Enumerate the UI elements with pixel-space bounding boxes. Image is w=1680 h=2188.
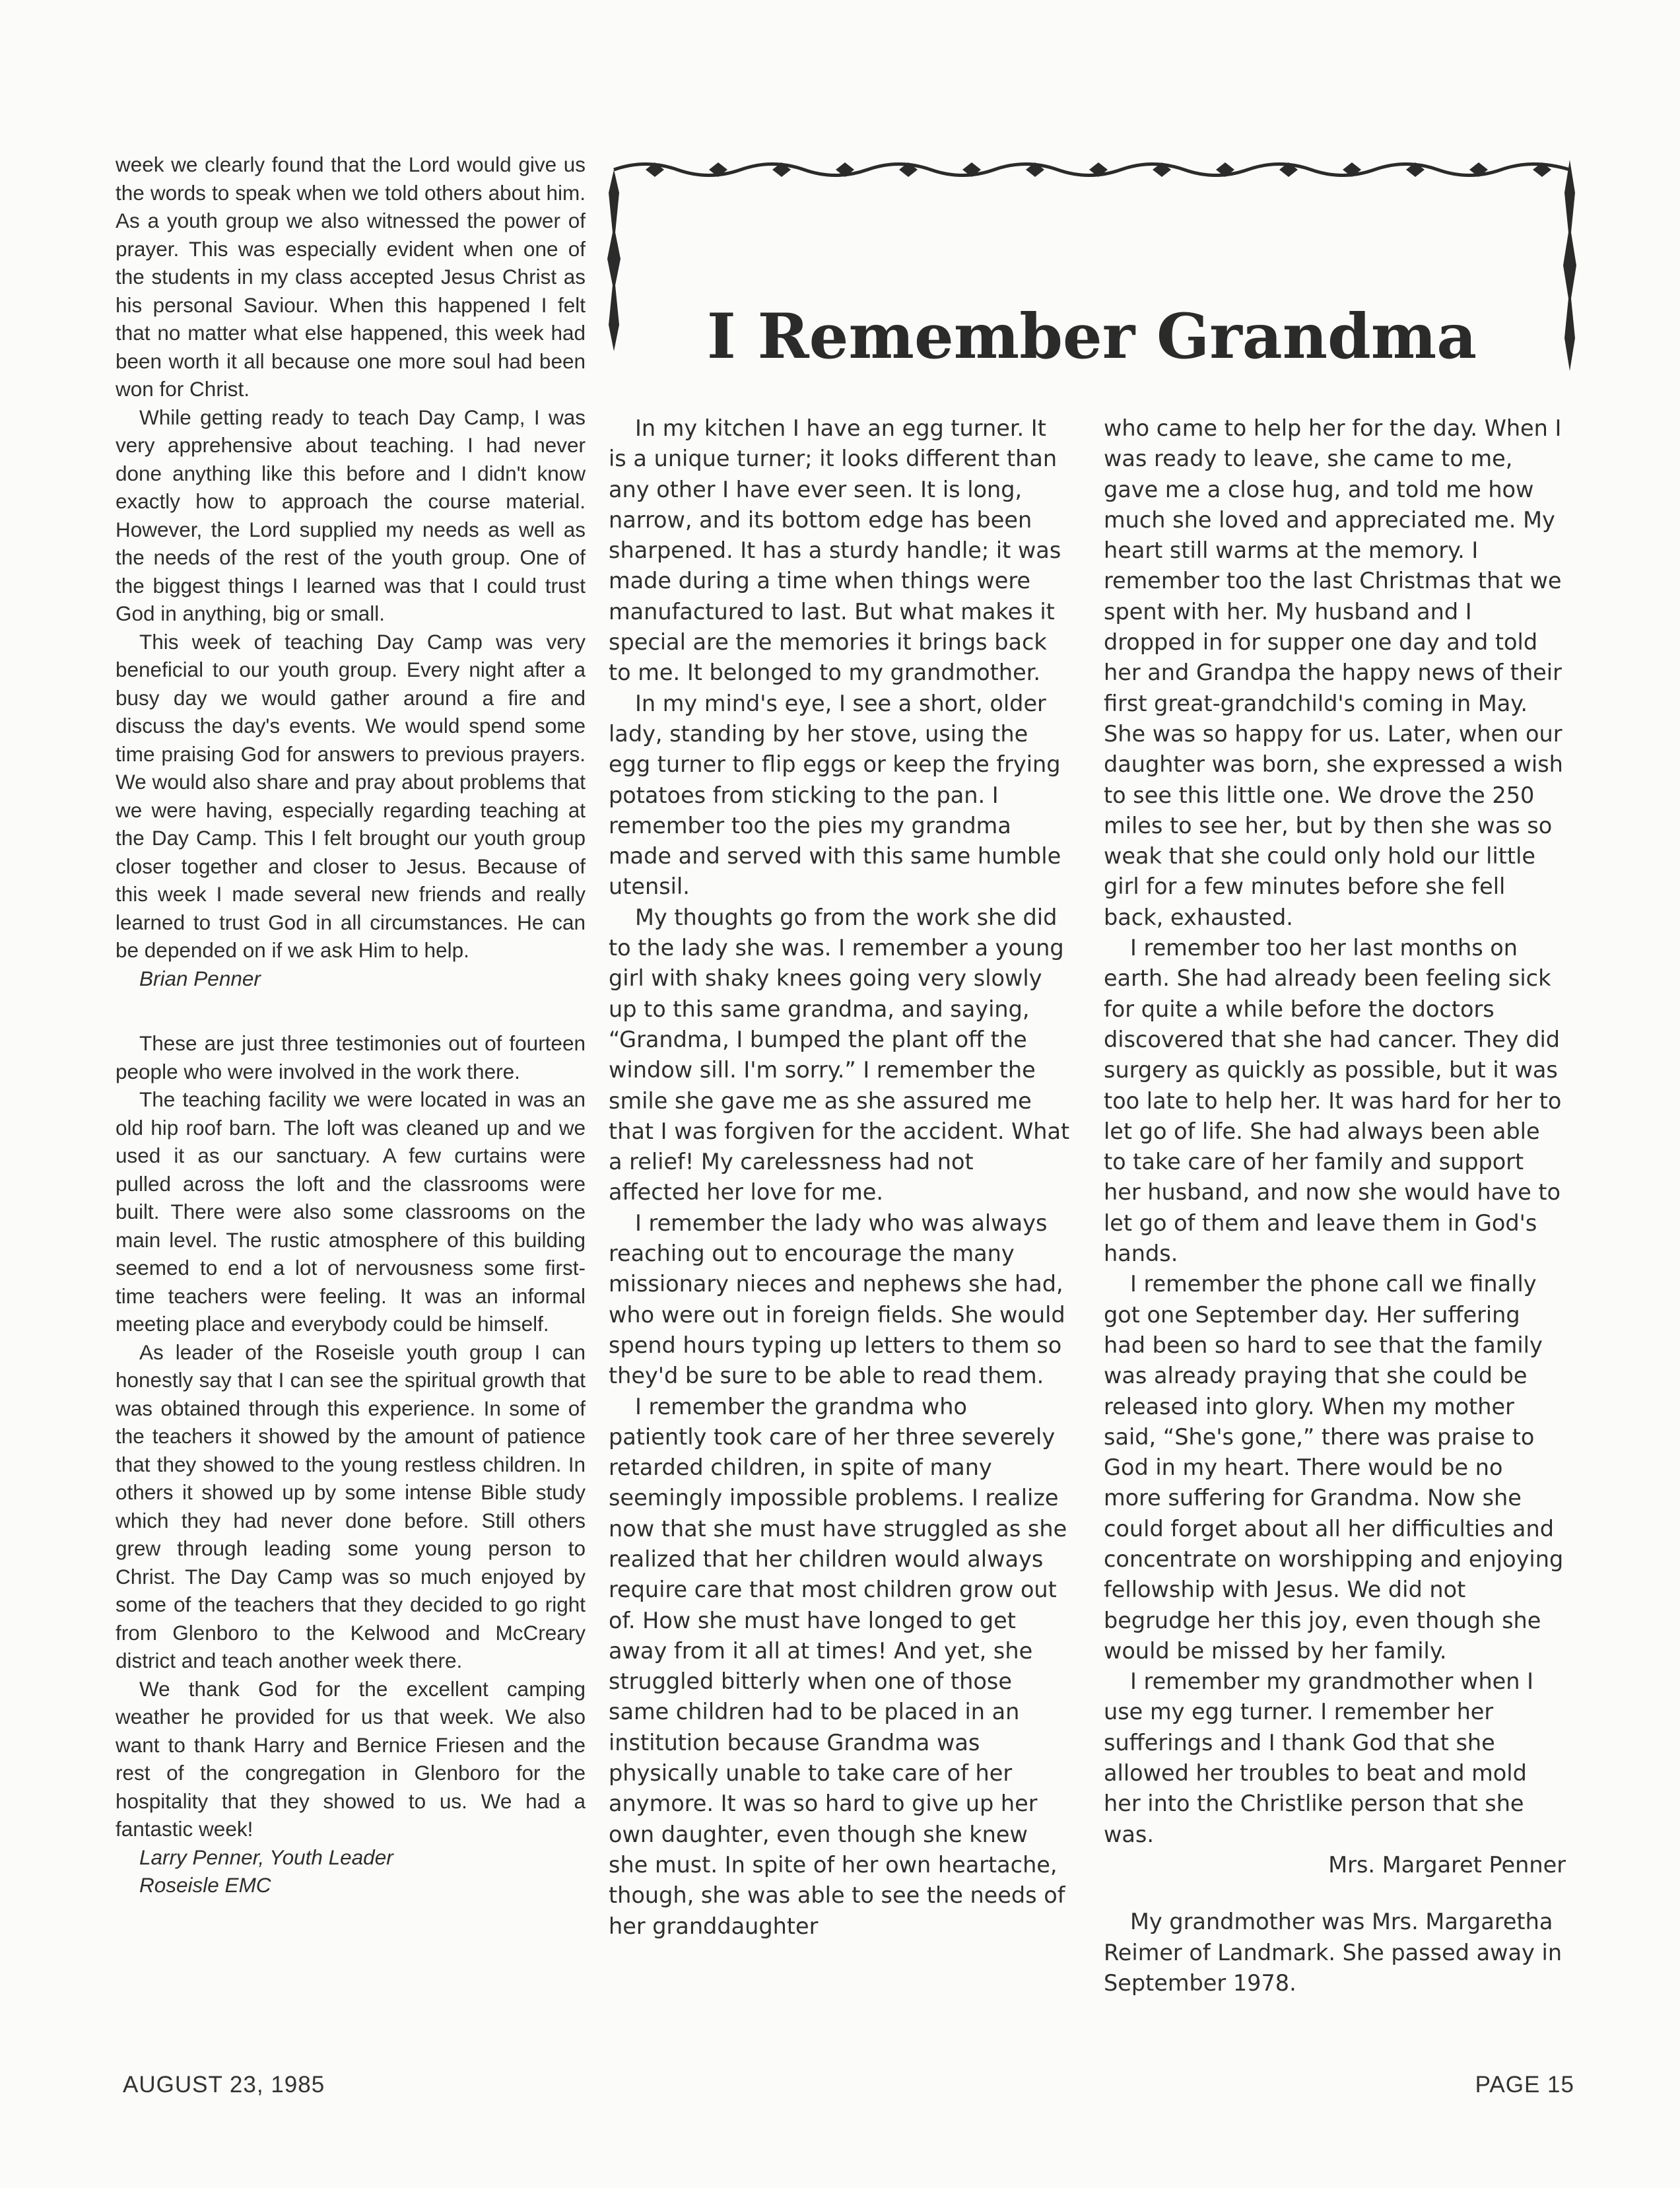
paragraph: week we clearly found that the Lord would give us the words to speak when we told others about him. As a youth group we also witnessed the power of prayer. This was especially evident when one of the students in my class accepted Jesus Christ as his personal Saviour. When this happened I felt that no matter what else happened, this week had been worth it all because one more soul had been won for Christ. [116, 153, 586, 401]
paragraph: I remember the phone call we finally got one September day. Her suffering had been so hard to see that the family was already praying that she could be released into glory. When my mother said, “She's gone,” there was praise to God in my heart. There would be no more suffering for Grandma. Now she could forget about all her difficulties and concentrate on worshipping and enjoying fellowship with Jesus. We did not begrudge her this joy, even though she would be missed by her family. [1104, 1271, 1564, 1664]
left-column [116, 151, 586, 1899]
signature-brian-penner: Brian Penner [139, 966, 261, 990]
paragraph: This week of teaching Day Camp was very beneficial to our youth group. Every night after a busy day we would gather around a fire and discuss the day's events. We would spend some time praising God for answers to previous prayers. We would also share and pray about problems that we were having, especially regarding teaching at the Day Camp. This I felt brought our youth group closer together and closer to Jesus. Because of this week I made several new friends and really learned to trust God in all circumstances. He can be depended on if we ask Him to help. [116, 629, 586, 962]
page-number: PAGE 15 [1475, 2072, 1574, 2098]
signature-larry-penner: Larry Penner, Youth Leader [139, 1845, 393, 1869]
paragraph: I remember my grandmother when I use my egg turner. I remember her sufferings and I thank God that she allowed her troubles to beat and mold her into the Christlike person that she was. [1104, 1668, 1534, 1847]
paragraph: I remember the grandma who patiently took care of her three severely retarded children, in spite of many seemingly impossible problems. I realize now that she must have struggled as she realized that her children would always require care that most children grow out of. How she must have longed to get away from it all at times! And yet, she struggled bitterly when one of those same children had to be placed in an institution because Grandma was physically unable to take care of her anymore. It was so hard to give up her own daughter, even though she knew she must. In spite of her own heartache, though, she was able to see the needs of her granddaughter [609, 1393, 1067, 1939]
paragraph: I remember the lady who was always reaching out to encourage the many missionary nieces and nephews she had, who were out in foreign fields. She would spend hours typing up letters to them so they'd be sure to be able to read them. [609, 1210, 1065, 1389]
right-column [1104, 413, 1566, 1999]
paragraph: These are just three testimonies out of fourteen people who were involved in the work there. [116, 1031, 586, 1083]
middle-column [609, 413, 1071, 1942]
spacer [1104, 1880, 1566, 1907]
paragraph: The teaching facility we were located in was an old hip roof barn. The loft was cleaned up and we used it as our sanctuary. A few curtains were pulled across the loft and the classrooms were built. There were also some classrooms on the main level. The rustic atmosphere of this building seemed to end a lot of nervousness some first-time teachers were feeling. It was an informal meeting place and everybody could be himself. [116, 1087, 586, 1336]
issue-date: AUGUST 23, 1985 [123, 2072, 325, 2098]
paragraph: In my kitchen I have an egg turner. It is a unique turner; it looks different than any other I have ever seen. It is long, narrow, and its bottom edge has been sharpened. It has a sturdy handle; it was made during a time when things were manufactured to last. But what makes it special are the memories it brings back to me. It belonged to my grandmother. [609, 415, 1061, 686]
article-author: Mrs. Margaret Penner [1328, 1851, 1566, 1878]
paragraph: who came to help her for the day. When I was ready to leave, she came to me, gave me a close hug, and told me how much she loved and appreciated me. My heart still warms at the memory. I remember too the last Christmas that we spent with her. My husband and I dropped in for supper one day and told her and Grandpa the happy news of their first great-grandchild's coming in May. She was so happy for us. Later, when our daughter was born, she expressed a wish to see this little one. We drove the 250 miles to see her, but by then she was so weak that she could only hold our little girl for a few minutes before she fell back, exhausted. [1104, 415, 1563, 930]
paragraph: My thoughts go from the work she did to the lady she was. I remember a young girl with shaky knees going very slowly up to this same grandma, and saying, “Grandma, I bumped the plant off the window sill. I'm sorry.” I remember the smile she gave me as she assured me that I was forgiven for the accident. What a relief! My carelessness had not affected her love for me. [609, 904, 1070, 1206]
paragraph: I remember too her last months on earth. She had already been feeling sick for quite a while before the doctors discovered that she had cancer. They did surgery as quickly as possible, but it was too late to help her. It was hard for her to let go of life. She had always been able to take care of her family and support her husband, and now she would have to let go of them and leave them in God's hands. [1104, 935, 1562, 1267]
spacer [116, 992, 586, 1029]
paragraph: In my mind's eye, I see a short, older lady, standing by her stove, using the egg turner to flip eggs or keep the frying potatoes from sticking to the pan. I remember too the pies my grandma made and served with this same humble utensil. [609, 690, 1061, 900]
author-note: My grandmother was Mrs. Margaretha Reimer of Landmark. She passed away in September 1978. [1104, 1909, 1562, 1996]
paragraph: As leader of the Roseisle youth group I can honestly say that I can see the spiritual growth that was obtained through this experience. In some of the teachers it showed by the amount of patience that they showed to the young restless children. In others it showed up by some intense Bible study which they had never done before. Still others grew through leading some young person to Christ. The Day Camp was so much enjoyed by some of the teachers that they decided to go right from Glenboro to the Kelwood and McCreary district and teach another week there. [116, 1340, 586, 1672]
paragraph: We thank God for the excellent camping weather he provided for us that week. We also want to thank Harry and Bernice Friesen and the rest of the congregation in Glenboro for the hospitality that they showed to us. We had a fantastic week! [116, 1676, 586, 1841]
signature-church: Roseisle EMC [139, 1873, 271, 1897]
article-title: I Remember Grandma [706, 300, 1477, 373]
paragraph: While getting ready to teach Day Camp, I was very apprehensive about teaching. I had never done anything like this before and I didn't know exactly how to approach the course material. However, the Lord supplied my needs as well as the needs of the rest of the youth group. One of the biggest things I learned was that I could trust God in anything, big or small. [116, 405, 586, 625]
